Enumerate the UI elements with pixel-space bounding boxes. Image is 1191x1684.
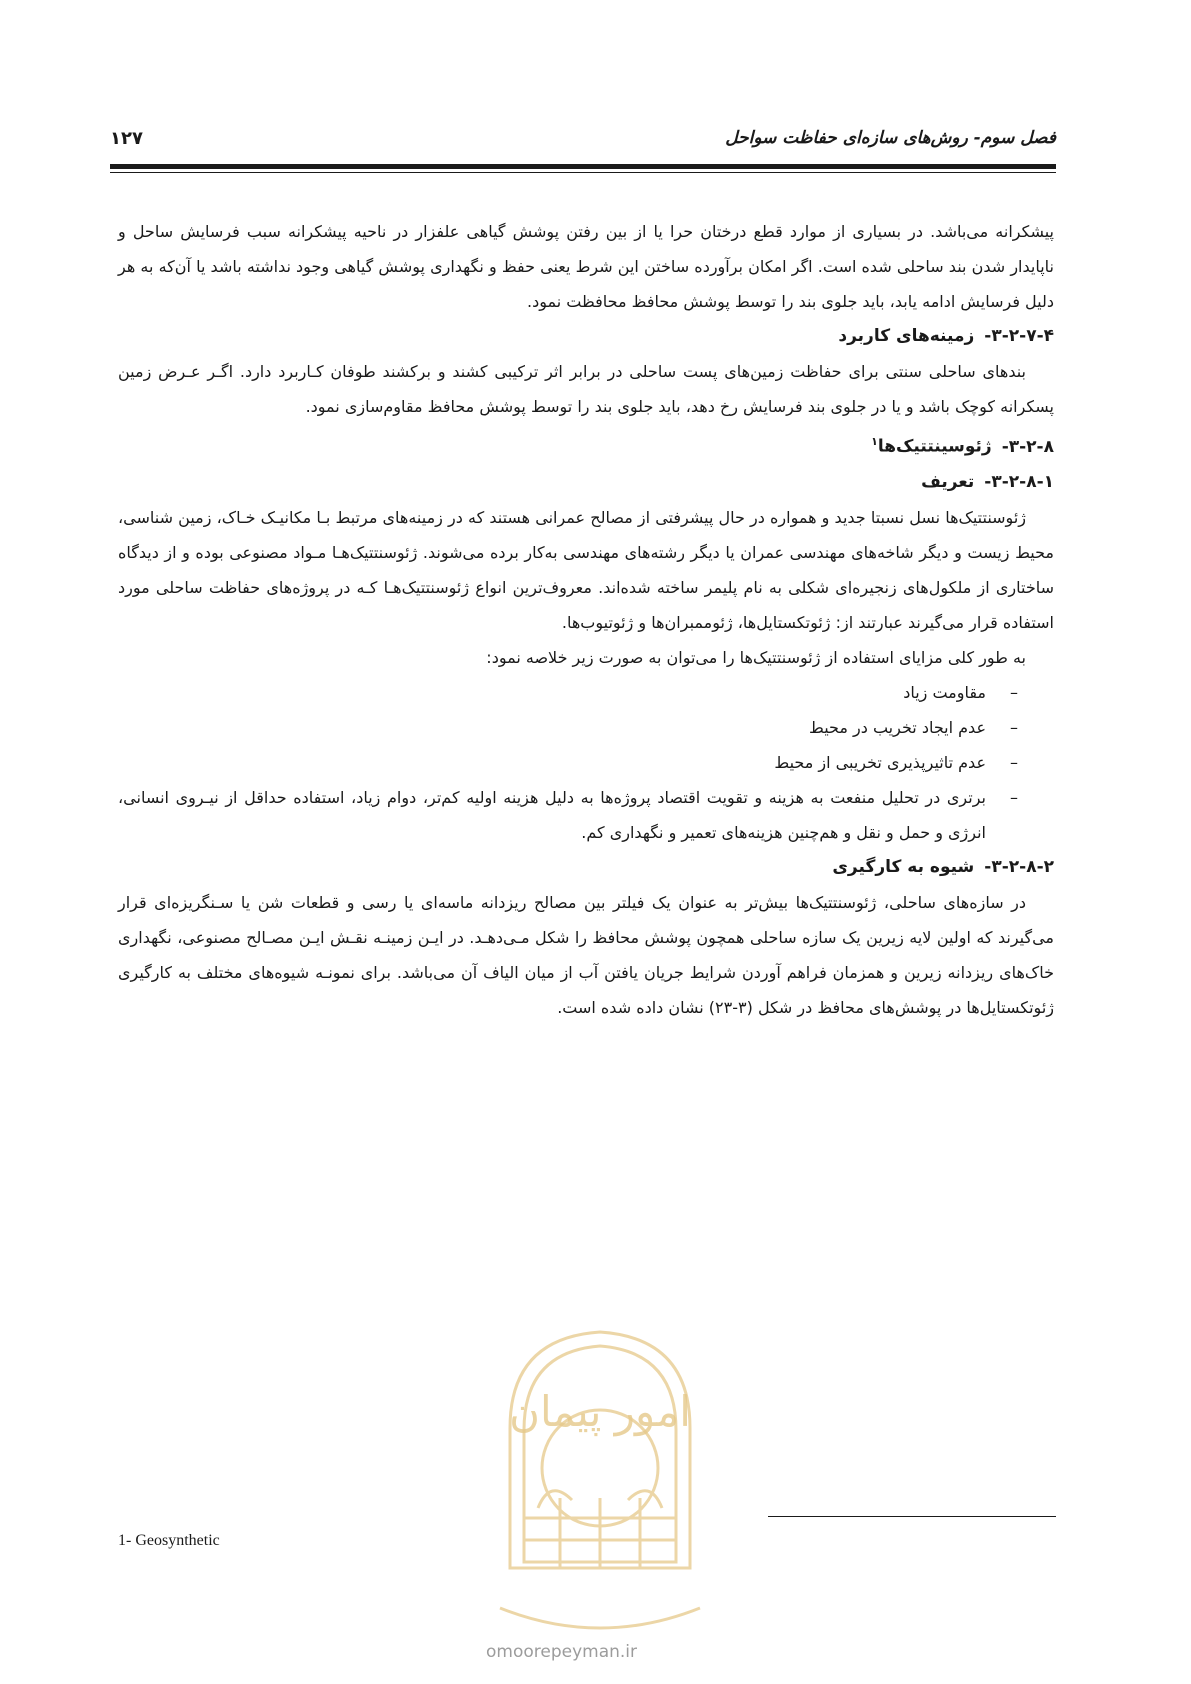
page-body: [118, 214, 1054, 1025]
list-dash: –: [1010, 682, 1018, 702]
section-title: زمینه‌های کاربرد: [838, 326, 975, 346]
list-item: [118, 710, 1026, 745]
section-number: ۳-۲-۸-: [1001, 436, 1054, 457]
paragraph: در سازه‌های ساحلی، ژئوسنتتیک‌ها بیش‌تر به عنوان یک فیلتر بین مصالح ریزدانه ماسه‌ای یا رسی و قطعات شن یا سـنگریزه‌ای قرار می‌گیرند که اولین لایه زیرین یک سازه ساحلی همچون پوشش محافظ را شکل مـی‌دهـد. در ایـن زمینـه نقـش ایـن مصـالح مصنوعی، نگهداری خاک‌های ریزدانه زیرین و همزمان فراهم آوردن شرایط جریان یافتن آب از میان الیاف آن می‌باشد. برای نمونـه شیوه‌های مختلف به کارگیری ژئوتکستایل‌ها در پوشش‌های محافظ در شکل (۳-۲۳) نشان داده شده است.: [118, 892, 1054, 1017]
list-item-text: برتری در تحلیل منفعت به هزینه و تقویت اقتصاد پروژه‌ها به دلیل هزینه اولیه کم‌تر، دوام زیاد، استفاده حداقل از نیـروی انسانی، انرژی و حمل و نقل و هم‌چنین هزینه‌های تعمیر و نگهداری کم.: [118, 787, 986, 842]
advantages-list: [118, 675, 1054, 850]
list-dash: –: [1010, 787, 1018, 807]
paragraph: به طور کلی مزایای استفاده از ژئوسنتتیک‌ها را می‌توان به صورت زیر خلاصه نمود:: [486, 647, 1026, 667]
page-header: [110, 128, 1056, 158]
list-item-text: عدم ایجاد تخریب در محیط: [809, 717, 986, 737]
chapter-title: فصل سوم- روش‌های سازه‌ای حفاظت سواحل: [725, 128, 1056, 148]
list-item-text: مقاومت زیاد: [903, 682, 986, 702]
watermark-url: omoorepeyman.ir: [486, 1642, 638, 1662]
header-rule-thin: [110, 172, 1056, 173]
list-dash: –: [1010, 752, 1018, 772]
list-item: [118, 780, 1026, 850]
section-number: ۳-۲-۸-۱-: [984, 471, 1054, 492]
section-title: ژئوسینتتیک‌ها: [877, 436, 992, 457]
section-heading: [118, 850, 1054, 885]
footnote-marker: ۱: [871, 435, 878, 448]
section-heading: [118, 319, 1054, 354]
watermark-logo-text: امور پیمان: [509, 1387, 691, 1436]
footnote-rule: [768, 1516, 1056, 1517]
paragraph: بندهای ساحلی سنتی برای حفاظت زمین‌های پست ساحلی در برابر اثر ترکیبی کشند و برکشند طوفان کـاربرد دارد. اگـر عـرض زمین پسکرانه کوچک باشد و یا در جلوی بند فرسایش رخ دهد، باید جلوی بند را توسط پوشش محافظ مقاوم‌سازی نمود.: [118, 362, 1054, 416]
list-dash: –: [1010, 717, 1018, 737]
header-rule-thick: [110, 164, 1056, 169]
section-title: تعریف: [921, 471, 975, 492]
watermark-seal: [480, 1318, 720, 1658]
list-item: [118, 745, 1026, 780]
section-number: ۳-۲-۷-۴-: [984, 326, 1054, 346]
section-title: شیوه به کارگیری: [832, 856, 975, 877]
footnote: 1- Geosynthetic: [118, 1532, 220, 1549]
section-heading: [118, 424, 1054, 465]
list-item-text: عدم تاثیرپذیری تخریبی از محیط: [774, 752, 986, 772]
paragraph: ژئوسنتتیک‌ها نسل نسبتا جدید و همواره در حال پیشرفتی از مصالح عمرانی هستند که در زمینه‌های مرتبط بـا مکانیـک خـاک، زمین شناسی، محیط زیست و دیگر شاخه‌های مهندسی عمران یا دیگر رشته‌های مهندسی به‌کار برده می‌شوند. ژئوسنتتیک‌هـا مـواد مصنوعی بوده و از دیدگاه ساختاری از ملکول‌های زنجیره‌ای شکلی به نام پلیمر ساخته شده‌اند. معروف‌ترین انواع ژئوسنتتیک‌هـا کـه در پروژه‌های حفاظت ساحلی مورد استفاده قرار می‌گیرند عبارتند از: ژئوتکستایل‌ها، ژئوممبران‌ها و ژئوتیوب‌ها.: [118, 507, 1054, 632]
list-item: [118, 675, 1026, 710]
section-number: ۳-۲-۸-۲-: [984, 856, 1054, 877]
section-heading: [118, 465, 1054, 500]
paragraph: پیشکرانه می‌باشد. در بسیاری از موارد قطع درختان حرا یا از بین رفتن پوشش گیاهی علفزار در ناحیه پیشکرانه سبب فرسایش ساحل و ناپایدار شدن بند ساحلی شده است. اگر امکان برآورده ساختن این شرط یعنی حفظ و نگهداری پوشش گیاهی وجود نداشته باشد یا آن‌که به هر دلیل فرسایش ادامه یابد، باید جلوی بند را توسط پوشش محافظ محافظت نمود.: [118, 222, 1054, 311]
page-number: ۱۲۷: [110, 128, 143, 149]
